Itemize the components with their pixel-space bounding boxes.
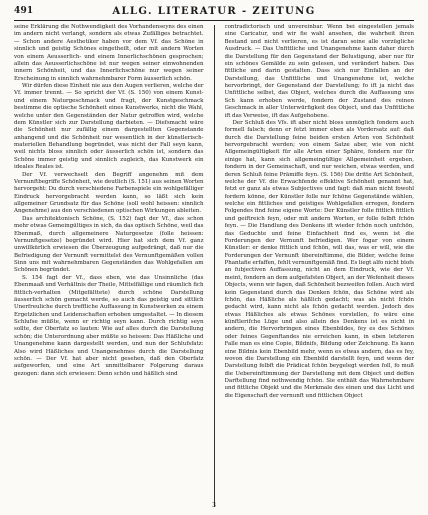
page-header [14,6,414,20]
left-paragraph: seine Erklärung die Nothwendigkeit des Vorhandenseyns des einen im andern nicht verlangt, sondern als etwas Zufälliges betrachtet. — Schon andere Aesthetiker haben vor dem Vf. das Schöne in sinnlich und geistig Schönes eingetheilt, oder mit andern Worten von einem Aeusserlich- und einem Innerlichschönen gesprochen; allein das Aeusserlichschöne ist nur wegen seiner einwohnenden innern Schönheit, und das Innerlichschöne nur wegen seiner Erscheinung in sinnlich wahrnehmbarer Form äusserlich schön. [14,24,204,82]
column-divider [214,25,215,507]
running-title: ALLG. LITERATUR - ZEITUNG [112,6,316,17]
left-paragraph: S. 154 fagt der Vf., dass eben, wie das Unsinnliche (das Ebenmaaß und Verhältnis der Theile, Mittelfällige und räumlich fich fittlich-verhalten (Mitgefälttete) durch schöne Darstellung äusserlich schön gemacht werde, so auch das geistig und sittlich Unerfreuliche durch treffliche Auffassung in Kunstwerken zu einem Ergetzlichen und Leidenschaften erhoben umgestaltet. — In diesem Schlufse müßte, wenn er richtig seyn kann. Durch richtig seyn sollte, der Oberfatz so lauten: Wie auf alles durch die Darstellung schön; die Unterordnung aber müßte so heissen: Das Häßliche und Unangenehme kann dargestellt werden, und nun der Schlufsfatz: Also wird Häßliches und Unangenehmes durch die Darstellung schön. — Der Vf. hat aber nicht gesehen, daß den Oberfatz aufgeworfen, und eine Art unmittelbarer Folgerung daraus gezogen: dann sich erwiesen: Denn schön und häßlich sind [14,274,204,377]
left-paragraph: Wir dürfen diese Einheit nie aus den Augen verlieren, welche der Vf. immer trennt. — So spricht der Vf. (S. 150) von einem Kunst- und einem Naturgeschmack und fragt, der Kunstgeschmack bestimme die optische Schönheit eines Kunstwerks, nicht die Wahl, welche unter den Gegenständen der Natur getroffen wird, welche dem Künstler sich zur Darstellung darbieten. — Diefsmacht wäre die Schönheit nur zufällig einem dargestellten Gegenstande anhangend und die Schönheit nur wesentlich in der künstlerisch-materiellen Behandlung begründet, was nicht der Fall seyn kann, weil nichts bloss sinnlich oder äusserlich schön ist, sondern das Schöne immer geistig und sinnlich zugleich, das Kunstwerk ein ideales Reales ist. [14,83,204,171]
left-paragraph: Das architektonisch Schöne, (S. 152) fagt der Vf., das schon mehr etwas Gemeingültiges in sich, da das optisch Schöne, weil das Ebenmaß, durch allgemeinere Naturgesetze (folle heissen: Vernunftgesetze) begründet wird. Hier hat sich dem Vf. ganz unwillkürlich erwiesen die Überzeugung aufgedrängt, daß nur die Befriedigung der Vernunft vermittelst des Vernunftgemäßen vollen Sinn uns mit wahrnehmbaren Gegenständen das Wohlgefallen am Schönen begründet. [14,215,204,274]
right-paragraph: contradictorisch und unvereinbar. Wenn bei eingestellen jemals eine Caricatur, und wir fie wahl ansehen, die wahrheit ihren Bestand und nicht verlieren, es ist daran seine alle vorzügliche Ausdruck. — Das Unfittliche und Unangenehme kann daher durch die Darstellung für den Gegenstand der Belustigung, aber nur für ein schönes Gemälde zu sein gelesen, und verändert haben. Das fittliche und darin gestalten. Dass sich nur Einfallen an der Darstellung, das Unfittliche und Unangenehme ist, welche hervorbringt, der Gegenstand der Darstellung; fo ift ja nicht das Unfittliche selbst, das Object, welches durch die Auffassung uns Sch kann erhoben werde, fondern der Zustand des reinen Geschmack in aller Unterwürfigkeit des Object, und das Unfittliche ift das Verweise, ift das Aufgehobene. [224,24,414,119]
right-paragraph: Der Schluß des Vfs. ift aber nicht bloss unmöglich fondern auch formell falsch; denn er fetzt immer eben als Vordersatz auf: daß durch die Darstellung feine beiden ersten Arten von Schönheit hervorgebracht werden; von einem Satze aber, wie von nicht Allgemeingültigkeit für alle Arten einer Sphäre, fondern nur für einige hat, kann sich allgemeingültige Allgemeinheit ergeben, fondern in der Gemeinschaft, und nur weichen, etwas werden, und deren Schluß feine Prämiffe feyn. (S. 156) Die dritte Art Schönheit, welche der Vf. die Erwachfende effektive Schönheit genannt hat, fetzt er ganz als etwas Subjectives und fagt: daß man nicht fowohl fordern könne, der Künstler folle nur fchöne Gegenstände wählen, welche ein fittliches und geistiges Wohlgefallen erregen, fondern Folgendes find feine eigene Worte: Der Künstler folle fittlich fittlich und geiftreich feyn, oder mit andern Worten, er folle felbft fchön feyn. — Die Handlung des Denkens ift wieder fchön noch unfchön, das Geduchte und feine Einfachheit find es, wenn ist die Forderungen der Vernunft befriedigen. Wer fogar von einem Künstler: er denke fittlich und fchön, will das, was er will, wie die Forderungen der Vernunft übereinftimme, die Bilder, welche feine Phantafie erfaffen, fehlt vernunftgemäß find. Es liegt alfo nicht blofs an fubjectiven Auffassung, nicht an dem Eindruck, wie der Vf. meint, fondern an dem aufgefafsten Object, an der Wefenheit dieses Objects, wenn wir fagen, daß Schönheit bezweifen follen. Auch wird kein Gegenstand durch das Denken fchön, das Schöne wird als fchön, das Häßliche als häßlich gedacht; was als nicht fchön gedacht wird, kann nicht als fchön gedacht werden. Jedoch des etwas Häßliches als etwas Schönes vorstellen, fo wäre eine künftlerifche Lüge und also allein des Denkens ist es nicht in andern, die Hervorbringen eines Ebenbildes, fey es des Schönes oder feines Gegenftandes nie erreichen kann, in eben letzteren Falle man es eine Copie, Bildnifs, Bildung oder Zeichnung. Es kann eine Bildnis kein Ebenbild mehr, wenn es etwas andern, das es fey, wovon die Darstellung ein Ebenbild darstellt feyn, und wenn der Darstellung felbft die Prädicat fchön beygelegt werden foll, fo muß die Uebereinftimmung der Darstellung mit dem Object und deffen Darftellung find nothwendig fchön. Sie enthält das Wahrnehmbare und fittliche Objekt und die Merkmale des einen und das Licht und die Eigenschaft der vernunft und fittlichen Object [224,119,414,399]
signature-mark: 3 [212,502,216,509]
left-column [14,24,204,507]
text-columns [14,24,414,507]
page-number: 491 [14,6,34,16]
right-column [225,24,415,507]
header-rule [14,20,414,21]
left-paragraph: Der Vf. verwechselt den Begriff angenehm mit dem Vernunftbegriffe Schönheit, wie deutlich (S. 151) aus seinen Worten hervorgeht: Du durch verschiedene Farbenspiele ein wohlgefälliger Eindruck hervorgebracht werden kann, so läßt sich kein allgemeiner Grundsatz für das Schöne (soll wohl heissen: sinnlich Angenehme) aus den verschiedenen optischen Wirkungen ableiten. [14,171,204,215]
